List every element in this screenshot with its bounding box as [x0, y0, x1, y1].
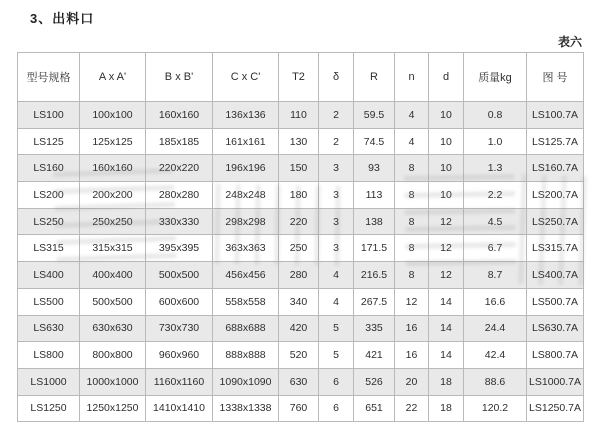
column-header: 质量kg	[464, 53, 527, 102]
table-cell: 220x220	[146, 155, 213, 182]
table-row	[18, 262, 584, 289]
table-cell: 1.3	[464, 155, 527, 182]
table-cell: 248x248	[213, 182, 279, 209]
table-cell: 6	[319, 368, 354, 395]
table-cell: 125x125	[80, 128, 146, 155]
table-row	[18, 235, 584, 262]
table-cell: LS100	[18, 102, 80, 129]
table-cell: 5	[319, 315, 354, 342]
table-cell: 12	[395, 288, 429, 315]
table-cell: 200x200	[80, 182, 146, 209]
table-cell: 558x558	[213, 288, 279, 315]
table-cell: LS250	[18, 208, 80, 235]
table-cell: LS630	[18, 315, 80, 342]
table-cell: 730x730	[146, 315, 213, 342]
table-cell: 330x330	[146, 208, 213, 235]
table-cell: 4	[319, 288, 354, 315]
table-cell: 630x630	[80, 315, 146, 342]
table-cell: 3	[319, 182, 354, 209]
table-cell: 315x315	[80, 235, 146, 262]
table-cell: LS250.7A	[527, 208, 584, 235]
table-cell: 4	[395, 128, 429, 155]
table-cell: 14	[429, 342, 464, 369]
table-cell: 8	[395, 262, 429, 289]
table-cell: LS500.7A	[527, 288, 584, 315]
table-cell: 93	[354, 155, 395, 182]
column-header: A x A'	[80, 53, 146, 102]
column-header: 图 号	[527, 53, 584, 102]
table-cell: 160x160	[146, 102, 213, 129]
table-cell: 3	[319, 155, 354, 182]
table-cell: 800x800	[80, 342, 146, 369]
table-cell: LS500	[18, 288, 80, 315]
table-cell: 4.5	[464, 208, 527, 235]
table-cell: 12	[429, 235, 464, 262]
column-header: n	[395, 53, 429, 102]
table-cell: LS100.7A	[527, 102, 584, 129]
column-header: T2	[279, 53, 319, 102]
table-cell: LS1250.7A	[527, 395, 584, 422]
table-row	[18, 155, 584, 182]
table-header-row	[18, 53, 584, 102]
table-cell: 16	[395, 315, 429, 342]
table-cell: 2	[319, 102, 354, 129]
table-cell: 395x395	[146, 235, 213, 262]
table-cell: 138	[354, 208, 395, 235]
table-cell: 1410x1410	[146, 395, 213, 422]
table-cell: LS200.7A	[527, 182, 584, 209]
table-cell: 1160x1160	[146, 368, 213, 395]
table-cell: 196x196	[213, 155, 279, 182]
table-cell: 16.6	[464, 288, 527, 315]
table-number-label: 表六	[557, 35, 582, 49]
table-cell: 1.0	[464, 128, 527, 155]
table-cell: 298x298	[213, 208, 279, 235]
table-cell: LS125	[18, 128, 80, 155]
table-cell: 216.5	[354, 262, 395, 289]
table-cell: 1338x1338	[213, 395, 279, 422]
table-cell: 180	[279, 182, 319, 209]
table-cell: 456x456	[213, 262, 279, 289]
table-cell: 5	[319, 342, 354, 369]
table-cell: 651	[354, 395, 395, 422]
table-cell: LS630.7A	[527, 315, 584, 342]
table-row	[18, 182, 584, 209]
table-cell: 688x688	[213, 315, 279, 342]
table-cell: LS160	[18, 155, 80, 182]
table-cell: 150	[279, 155, 319, 182]
table-cell: 12	[429, 262, 464, 289]
table-cell: LS315	[18, 235, 80, 262]
table-cell: LS315.7A	[527, 235, 584, 262]
table-cell: 760	[279, 395, 319, 422]
table-cell: 24.4	[464, 315, 527, 342]
table-cell: 960x960	[146, 342, 213, 369]
table-cell: 161x161	[213, 128, 279, 155]
table-row	[18, 315, 584, 342]
table-cell: 400x400	[80, 262, 146, 289]
table-cell: 185x185	[146, 128, 213, 155]
table-cell: 526	[354, 368, 395, 395]
table-cell: LS1000.7A	[527, 368, 584, 395]
table-cell: 171.5	[354, 235, 395, 262]
table-cell: 6.7	[464, 235, 527, 262]
table-cell: 267.5	[354, 288, 395, 315]
table-row	[18, 342, 584, 369]
table-cell: 12	[429, 208, 464, 235]
table-cell: 500x500	[146, 262, 213, 289]
table-cell: 6	[319, 395, 354, 422]
table-cell: 113	[354, 182, 395, 209]
table-cell: 18	[429, 368, 464, 395]
table-cell: 8	[395, 182, 429, 209]
column-header: R	[354, 53, 395, 102]
table-cell: 250x250	[80, 208, 146, 235]
table-cell: 20	[395, 368, 429, 395]
table-cell: 0.8	[464, 102, 527, 129]
table-cell: 335	[354, 315, 395, 342]
table-cell: 363x363	[213, 235, 279, 262]
table-row	[18, 288, 584, 315]
table-cell: 160x160	[80, 155, 146, 182]
table-cell: 110	[279, 102, 319, 129]
table-cell: 22	[395, 395, 429, 422]
table-cell: 2	[319, 128, 354, 155]
table-cell: LS800.7A	[527, 342, 584, 369]
table-cell: 520	[279, 342, 319, 369]
table-cell: 280x280	[146, 182, 213, 209]
table-cell: 600x600	[146, 288, 213, 315]
table-cell: 500x500	[80, 288, 146, 315]
table-cell: 420	[279, 315, 319, 342]
table-cell: 340	[279, 288, 319, 315]
table-cell: 10	[429, 155, 464, 182]
table-cell: 8	[395, 208, 429, 235]
table-cell: 1000x1000	[80, 368, 146, 395]
table-cell: LS1250	[18, 395, 80, 422]
table-cell: 14	[429, 288, 464, 315]
table-cell: 630	[279, 368, 319, 395]
table-cell: 3	[319, 235, 354, 262]
table-cell: 136x136	[213, 102, 279, 129]
table-cell: LS200	[18, 182, 80, 209]
table-cell: 59.5	[354, 102, 395, 129]
table-row	[18, 368, 584, 395]
table-row	[18, 395, 584, 422]
table-cell: 3	[319, 208, 354, 235]
table-cell: 8	[395, 155, 429, 182]
table-cell: 14	[429, 315, 464, 342]
table-cell: LS160.7A	[527, 155, 584, 182]
column-header: B x B'	[146, 53, 213, 102]
table-cell: 88.6	[464, 368, 527, 395]
column-header: d	[429, 53, 464, 102]
page-title: 3、出料口	[30, 11, 95, 26]
table-cell: 100x100	[80, 102, 146, 129]
table-cell: 4	[395, 102, 429, 129]
table-cell: 10	[429, 102, 464, 129]
table-cell: LS400	[18, 262, 80, 289]
table-cell: 421	[354, 342, 395, 369]
table-cell: 1090x1090	[213, 368, 279, 395]
table-row	[18, 208, 584, 235]
table-cell: 18	[429, 395, 464, 422]
table-body	[18, 102, 584, 422]
spec-table	[17, 52, 584, 422]
table-cell: LS800	[18, 342, 80, 369]
table-cell: 4	[319, 262, 354, 289]
table-row	[18, 128, 584, 155]
column-header: δ	[319, 53, 354, 102]
table-cell: LS125.7A	[527, 128, 584, 155]
table-cell: 8	[395, 235, 429, 262]
table-row	[18, 102, 584, 129]
table-cell: LS1000	[18, 368, 80, 395]
table-cell: 120.2	[464, 395, 527, 422]
table-cell: 888x888	[213, 342, 279, 369]
table-cell: 220	[279, 208, 319, 235]
table-cell: 42.4	[464, 342, 527, 369]
table-cell: 74.5	[354, 128, 395, 155]
table-cell: 2.2	[464, 182, 527, 209]
table-cell: 16	[395, 342, 429, 369]
table-cell: 130	[279, 128, 319, 155]
table-cell: 250	[279, 235, 319, 262]
table-header-row	[18, 53, 584, 102]
table-cell: 1250x1250	[80, 395, 146, 422]
column-header: C x C'	[213, 53, 279, 102]
table-cell: 10	[429, 128, 464, 155]
table-cell: 10	[429, 182, 464, 209]
table-cell: 8.7	[464, 262, 527, 289]
table-cell: 280	[279, 262, 319, 289]
column-header: 型号规格	[18, 53, 80, 102]
table-cell: LS400.7A	[527, 262, 584, 289]
